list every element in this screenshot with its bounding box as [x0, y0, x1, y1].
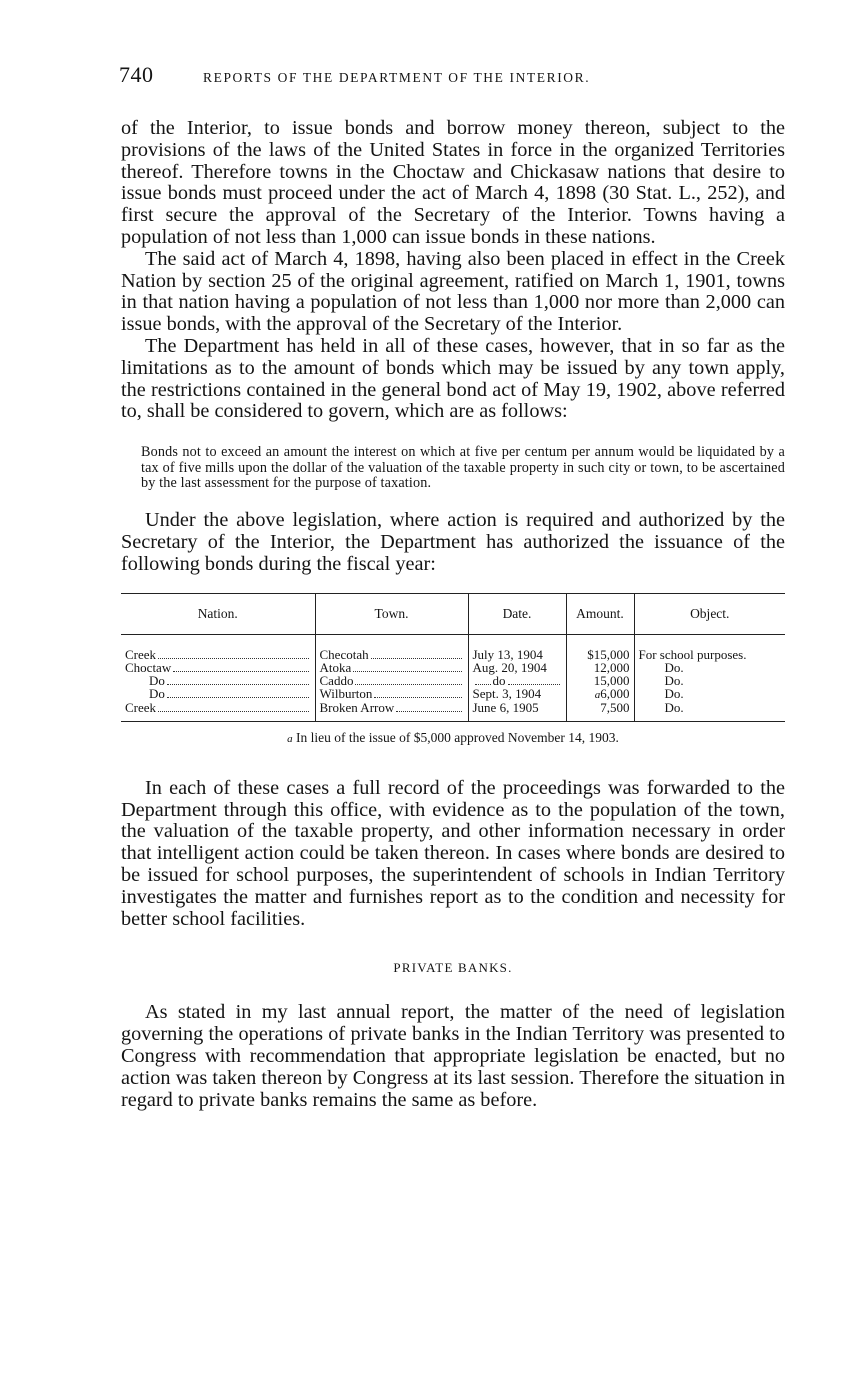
page-number: 740: [119, 62, 154, 87]
cell-amount: a6,000: [566, 688, 634, 702]
running-head-title: REPORTS OF THE DEPARTMENT OF THE INTERIOR.: [203, 70, 591, 85]
cell-object: Do.: [664, 686, 684, 702]
section-heading: PRIVATE BANKS.: [393, 960, 513, 976]
paragraph-5: In each of these cases a full record of the proceedings was forwarded to the Department through this office, with evidence as to the population of the town, the valuation of the taxable property, and other information necessary in order that intelligent action could be taken thereon. In cases where bonds are desired to be issued for school purposes, the superintendent of schools in Indian Territory investigates the matter and furnishes report as to the condition and necessity for better school facilities.: [121, 776, 785, 930]
paragraph-1: of the Interior, to issue bonds and borrow money thereon, subject to the provisions of the laws of the United States in force in the organized Territories thereof. Therefore towns in the Choctaw and Chickasaw nations that desire to issue bonds must proceed under the act of March 4, 1898 (30 Stat. L., 252), and first secure the approval of the Secretary of the Interior. Towns having a population of not less than 1,000 can issue bonds in these nations.: [121, 117, 785, 248]
footnote-marker: a: [287, 732, 293, 745]
cell-object: Do.: [664, 660, 684, 676]
cell-amount: 7,500: [566, 702, 634, 722]
cell-town: Wilburton: [319, 686, 373, 702]
cell-object: For school purposes.: [638, 647, 747, 663]
table-row: [121, 675, 785, 688]
footnote-marker: a: [594, 689, 601, 702]
table-row: [121, 635, 785, 663]
column-header-object: Object.: [634, 594, 785, 635]
paragraph-3: The Department has held in all of these cases, however, that in so far as the limitations as to the amount of bonds which may be issued by any town apply, the restrictions contained in the general bond act of May 19, 1902, above referred to, shall be considered to govern, which are as follows:: [121, 334, 785, 423]
cell-nation: Creek: [125, 699, 157, 715]
cell-nation: Do: [149, 673, 165, 689]
bonds-table: [121, 593, 785, 722]
cell-date: July 13, 1904: [468, 635, 566, 663]
cell-nation: Creek: [125, 647, 157, 663]
cell-object: Do.: [664, 673, 684, 689]
cell-town: Checotah: [319, 647, 369, 663]
cell-amount: 15,000: [566, 675, 634, 688]
cell-town: Atoka: [319, 660, 352, 676]
footnote-text: In lieu of the issue of $5,000 approved November 14, 1903.: [296, 729, 619, 745]
cell-nation: Do: [149, 686, 165, 702]
table-row: [121, 688, 785, 702]
cell-town: Caddo: [319, 673, 354, 689]
cell-amount: $15,000: [566, 635, 634, 663]
table-row: [121, 662, 785, 675]
column-header-amount: Amount.: [566, 594, 634, 635]
block-quote: Bonds not to exceed an amount the interest on which at five per centum per annum would be liquidated by a tax of five mills upon the dollar of the valuation of the taxable property in such city or town, to be ascertained by the last assessment for the purpose of taxation.: [141, 444, 785, 492]
paragraph-2: The said act of March 4, 1898, having also been placed in effect in the Creek Nation by section 25 of the original agreement, ratified on March 1, 1901, towns in that nation having a population of not less than 1,000 nor more than 2,000 can issue bonds, with the approval of the Secretary of the Interior.: [121, 247, 785, 336]
cell-town: Broken Arrow: [319, 699, 395, 715]
column-header-date: Date.: [468, 594, 566, 635]
cell-date: Sept. 3, 1904: [468, 688, 566, 702]
table-header-row: [121, 594, 785, 635]
cell-date: Aug. 20, 1904: [468, 662, 566, 675]
running-head: [121, 62, 785, 102]
cell-amount: 12,000: [566, 662, 634, 675]
column-header-town: Town.: [315, 594, 468, 635]
cell-date: June 6, 1905: [468, 702, 566, 722]
cell-date: do: [492, 673, 506, 689]
cell-object: Do.: [664, 699, 684, 715]
paragraph-4: Under the above legislation, where action is required and authorized by the Secretary of the Interior, the Department has authorized the issuance of the following bonds during the fiscal year:: [121, 508, 785, 575]
table-footnote: [121, 730, 785, 746]
column-header-nation: Nation.: [121, 594, 315, 635]
document-page: [121, 62, 785, 1111]
cell-nation: Choctaw: [125, 660, 172, 676]
paragraph-6: As stated in my last annual report, the matter of the need of legislation governing the operations of private banks in the Indian Territory was presented to Congress with recommendation that appropriate legislation be enacted, but no action was taken thereon by Congress at its last session. Therefore the situation in regard to private banks remains the same as before.: [121, 1001, 785, 1111]
table-row: [121, 702, 785, 722]
